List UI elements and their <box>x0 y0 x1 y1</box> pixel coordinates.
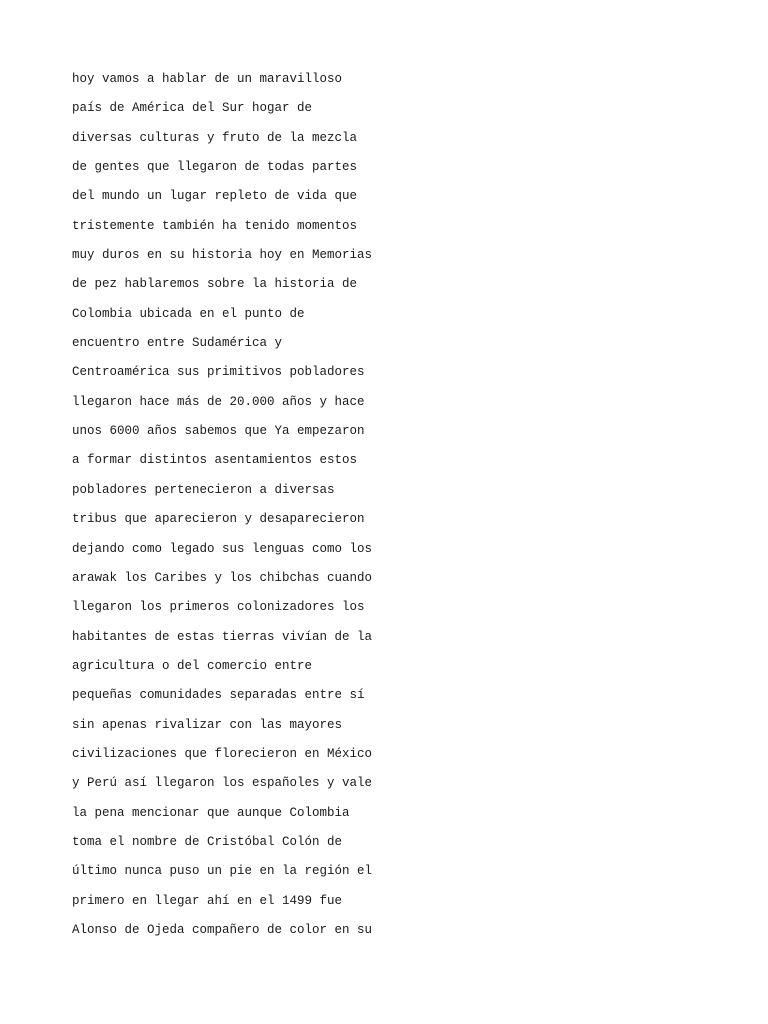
text-line-9: Colombia ubicada en el punto de <box>72 306 305 321</box>
text-line-6: tristemente también ha tenido momentos <box>72 218 358 233</box>
text-line-1: hoy vamos a hablar de un maravilloso <box>72 72 343 86</box>
text-line-10: encuentro entre Sudamérica y <box>72 336 283 351</box>
text-line-29: primero en llegar ahí en el 1499 fue <box>72 893 343 908</box>
text-line-7: muy duros en su historia hoy en Memorias <box>72 248 373 263</box>
text-line-26: la pena mencionar que aunque Colombia <box>72 805 350 820</box>
text-line-12: llegaron hace más de 20.000 años y hace <box>72 394 365 409</box>
text-line-23: sin apenas rivalizar con las mayores <box>72 717 343 732</box>
text-line-15: pobladores pertenecieron a diversas <box>72 482 335 497</box>
text-line-19: llegaron los primeros colonizadores los <box>72 600 365 615</box>
text-line-22: pequeñas comunidades separadas entre sí <box>72 688 365 703</box>
text-line-4: de gentes que llegaron de todas partes <box>72 160 358 175</box>
text-line-16: tribus que aparecieron y desaparecieron <box>72 512 365 527</box>
text-line-2: país de América del Sur hogar de <box>72 101 313 116</box>
text-line-3: diversas culturas y fruto de la mezcla <box>72 130 358 145</box>
transcript-text <box>72 65 712 945</box>
text-line-14: a formar distintos asentamientos estos <box>72 453 358 468</box>
text-line-25: y Perú así llegaron los españoles y vale <box>72 776 373 791</box>
text-line-27: toma el nombre de Cristóbal Colón de <box>72 834 343 849</box>
text-line-18: arawak los Caribes y los chibchas cuando <box>72 570 373 585</box>
text-line-5: del mundo un lugar repleto de vida que <box>72 189 358 204</box>
text-line-28: último nunca puso un pie en la región el <box>72 864 373 879</box>
text-line-21: agricultura o del comercio entre <box>72 658 313 673</box>
text-line-11: Centroamérica sus primitivos pobladores <box>72 365 365 380</box>
text-line-17: dejando como legado sus lenguas como los <box>72 541 373 556</box>
text-line-13: unos 6000 años sabemos que Ya empezaron <box>72 424 365 439</box>
text-line-8: de pez hablaremos sobre la historia de <box>72 277 358 292</box>
text-line-20: habitantes de estas tierras vivían de la <box>72 629 373 644</box>
text-line-24: civilizaciones que florecieron en México <box>72 746 373 761</box>
text-line-30: Alonso de Ojeda compañero de color en su <box>72 922 373 937</box>
